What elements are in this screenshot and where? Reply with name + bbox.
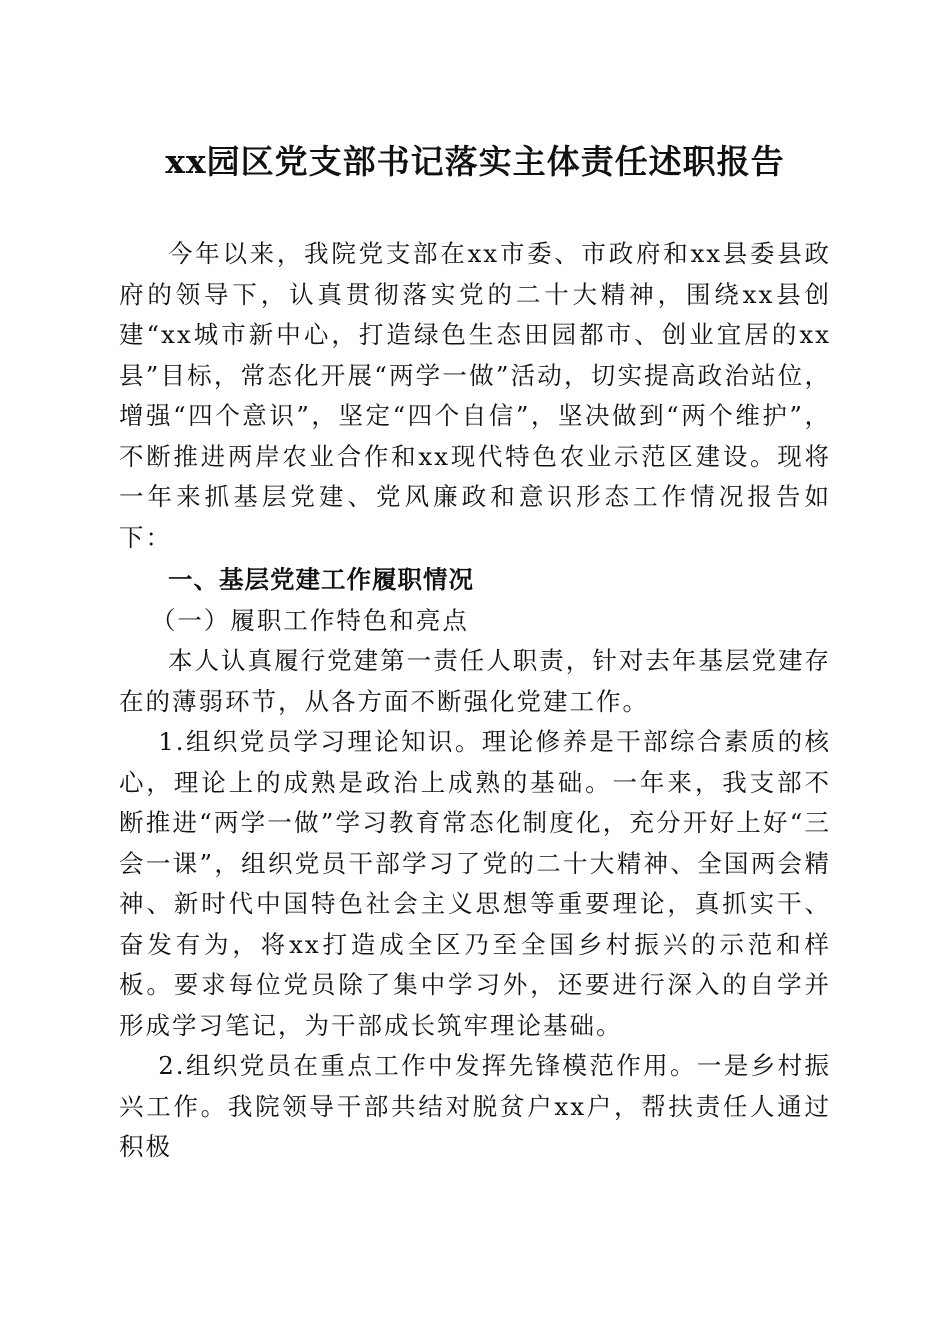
section-heading-1: 一、基层党建工作履职情况 [168,565,474,594]
numbered-paragraph-1: 1.组织党员学习理论知识。理论修养是干部综合素质的核心，理论上的成熟是政治上成熟的基础。一年来，我支部不断推进“两学一做”学习教育常态化制度化，充分开好上好“三会一课”，组织党员干部学习了党的二十大精神、全国两会精神、新时代中国特色社会主义思想等重要理论，真抓实干、奋发有为，将xx打造成全区乃至全国乡村振兴的示范和样板。要求每位党员除了集中学习外，还要进行深入的自学并形成学习笔记，为干部成长筑牢理论基础。 [119,727,831,1040]
numbered-paragraph-2: 2.组织党员在重点工作中发挥先锋模范作用。一是乡村振兴工作。我院领导干部共结对脱贫户xx户，帮扶责任人通过积极 [119,1051,831,1161]
subsection-heading-1: （一）履职工作特色和亮点 [150,605,469,635]
paragraph: 本人认真履行党建第一责任人职责，针对去年基层党建存在的薄弱环节，从各方面不断强化党建工作。 [119,646,831,716]
intro-paragraph: 今年以来，我院党支部在xx市委、市政府和xx县委县政府的领导下，认真贯彻落实党的二十大精神，围绕xx县创建“xx城市新中心，打造绿色生态田园都市、创业宜居的xx县”目标，常态化开展“两学一做”活动，切实提高政治站位，增强“四个意识”，坚定“四个自信”，坚决做到“两个维护”，不断推进两岸农业合作和xx现代特色农业示范区建设。现将一年来抓基层党建、党风廉政和意识形态工作情况报告如下： [119,239,831,552]
document-title: xx园区党支部书记落实主体责任述职报告 [165,142,785,181]
document-body [119,234,831,1168]
